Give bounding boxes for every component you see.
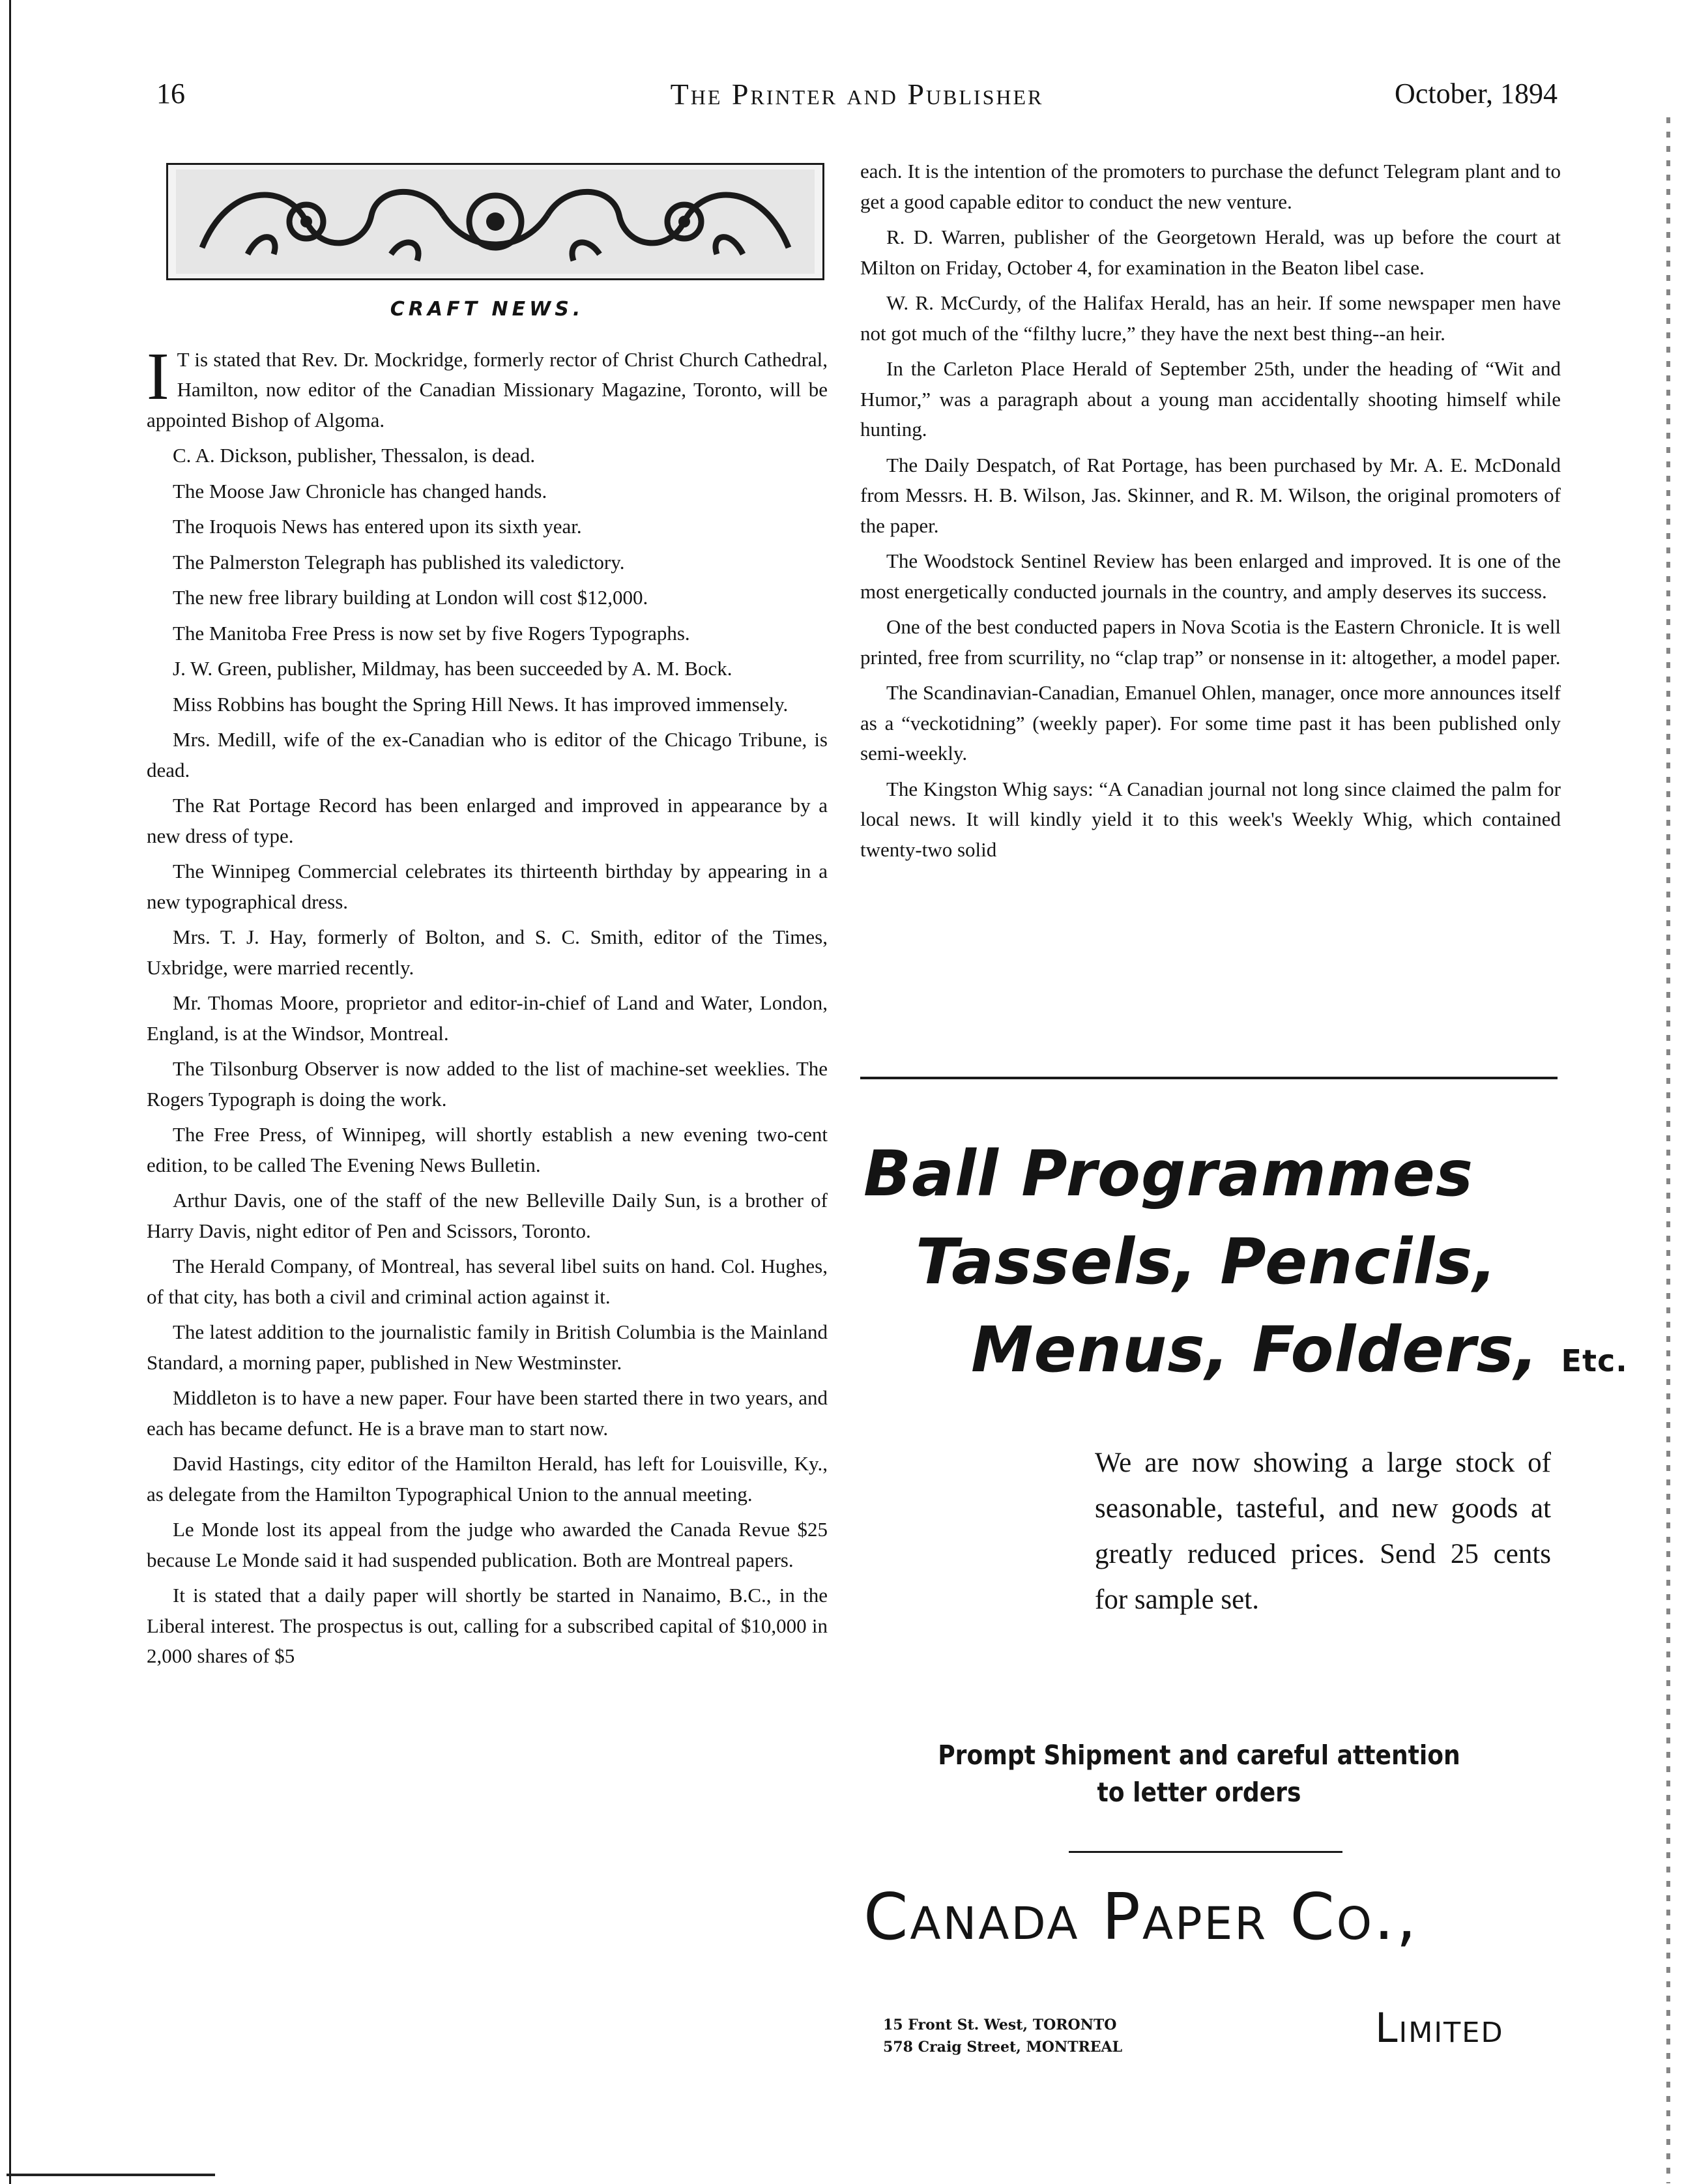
advert-headline-1: Ball Programmes	[863, 1137, 1474, 1210]
news-item: W. R. McCurdy, of the Halifax Herald, has an heir. If some newspaper men have not got much of the “filthy lucre,” they have the next best thing--an heir.	[860, 291, 1561, 345]
news-item: The latest addition to the journalistic family in British Columbia is the Mainland Standard, a morning paper, published in New Westminster.	[147, 1320, 828, 1374]
news-item: The Palmerston Telegraph has published its valedictory.	[173, 550, 625, 574]
news-item: The Moose Jaw Chronicle has changed hands.	[173, 479, 547, 502]
advert-top-rule	[860, 1077, 1558, 1079]
advert-headline-2: Tassels, Pencils,	[916, 1225, 1498, 1298]
news-item: J. W. Green, publisher, Mildmay, has been succeeded by A. M. Bock.	[173, 657, 732, 680]
company-name: Canada Paper Co.,	[863, 1880, 1419, 1955]
running-header	[156, 77, 1558, 116]
news-item: The Iroquois News has entered upon its sixth year.	[173, 515, 582, 538]
page-number: 16	[156, 78, 185, 109]
page-edge-left	[9, 0, 11, 2184]
page-edge-bottom	[7, 2174, 215, 2176]
issue-date: October, 1894	[1395, 78, 1558, 109]
drop-cap: I	[147, 338, 169, 414]
left-column	[147, 156, 828, 1677]
company-limited: Limited	[1375, 2004, 1504, 2052]
right-column	[860, 156, 1561, 870]
news-item: Middleton is to have a new paper. Four have been started there in two years, and each has became defunct. He is a brave man to start now.	[147, 1386, 828, 1440]
news-item: The Free Press, of Winnipeg, will shortly establish a new evening two-cent edition, to be called The Evening News Bulletin.	[147, 1123, 828, 1176]
advert-body: We are now showing a large stock of seasonable, tasteful, and new goods at greatly reduced prices. Send 25 cents for sample set.	[1095, 1448, 1551, 1615]
news-item: The Manitoba Free Press is now set by five Rogers Typographs.	[173, 621, 690, 645]
news-item: The Rat Portage Record has been enlarged and improved in appearance by a new dress of type.	[147, 794, 828, 847]
section-title: CRAFT NEWS.	[390, 298, 585, 321]
news-item: The Woodstock Sentinel Review has been enlarged and improved. It is one of the most energetically conducted journals in the country, and amply deserves its success.	[860, 549, 1561, 603]
news-item: It is stated that a daily paper will shortly be started in Nanaimo, B.C., in the Liberal interest. The prospectus is out, calling for a subscribed capital of $10,000 in 2,000 shares of $5	[147, 1584, 828, 1667]
news-item: The Scandinavian-Canadian, Emanuel Ohlen, manager, once more announces itself as a “veckotidning” (weekly paper). For some time past it has been published only semi-weekly.	[860, 681, 1561, 764]
news-item: The Winnipeg Commercial celebrates its thirteenth birthday by appearing in a new typographical dress.	[147, 860, 828, 913]
news-item: each. It is the intention of the promoters to purchase the defunct Telegram plant and to get a good capable editor to conduct the new venture.	[860, 160, 1561, 213]
news-item: One of the best conducted papers in Nova Scotia is the Eastern Chronicle. It is well printed, free from scurrility, no “clap trap” or nonsense in it: altogether, a model paper.	[860, 615, 1561, 669]
news-item: Le Monde lost its appeal from the judge who awarded the Canada Revue $25 because Le Monde said it had suspended publication. Both are Montreal papers.	[147, 1518, 828, 1571]
advert-divider	[1069, 1851, 1342, 1853]
news-item: The Kingston Whig says: “A Canadian journal not long since claimed the palm for local news. It will kindly yield it to this week's Weekly Whig, which contained twenty-two solid	[860, 777, 1561, 861]
news-item: In the Carleton Place Herald of September 25th, under the heading of “Wit and Humor,” was a paragraph about a young man accidentally shooting himself while hunting.	[860, 357, 1561, 441]
news-item: Mrs. Medill, wife of the ex-Canadian who is editor of the Chicago Tribune, is dead.	[147, 728, 828, 781]
advert-etc: Etc.	[1561, 1343, 1628, 1378]
address-montreal: 578 Craig Street, MONTREAL	[883, 2039, 1123, 2056]
news-item: The new free library building at London will cost $12,000.	[173, 586, 648, 609]
scroll-ornament-icon	[176, 169, 815, 274]
news-item: The Herald Company, of Montreal, has several libel suits on hand. Col. Hughes, of that city, has both a civil and criminal action against it.	[147, 1255, 828, 1308]
address-toronto: 15 Front St. West, TORONTO	[883, 2017, 1117, 2033]
advert-prompt-line-1: Prompt Shipment and careful attention	[938, 1740, 1460, 1771]
ornament-banner	[166, 163, 824, 280]
news-item: David Hastings, city editor of the Hamilton Herald, has left for Louisville, Ky., as delegate from the Hamilton Typographical Union to the annual meeting.	[147, 1452, 828, 1506]
advert-prompt-line-2: to letter orders	[1097, 1777, 1301, 1808]
news-item: I T is stated that Rev. Dr. Mockridge, formerly rector of Christ Church Cathedral, Hamilton, now editor of the Canadian Missionary Magazine, Toronto, will be appointed Bishop of Algoma.	[147, 338, 828, 431]
page-edge-right	[1666, 117, 1670, 2183]
publication-title: The Printer and Publisher	[670, 78, 1044, 111]
news-item: The Daily Despatch, of Rat Portage, has been purchased by Mr. A. E. McDonald from Messrs. H. B. Wilson, Jas. Skinner, and R. M. Wilson, the original promoters of the paper.	[860, 453, 1561, 537]
news-item: The Tilsonburg Observer is now added to the list of machine-set weeklies. The Rogers Typograph is doing the work.	[147, 1057, 828, 1111]
advert-headline-3: Menus, Folders, Etc.	[971, 1313, 1628, 1386]
news-item: C. A. Dickson, publisher, Thessalon, is dead.	[173, 444, 536, 467]
news-item: R. D. Warren, publisher of the Georgetown Herald, was up before the court at Milton on Friday, October 4, for examination in the Beaton libel case.	[860, 226, 1561, 279]
company-address	[883, 2014, 1122, 2058]
news-item: Mr. Thomas Moore, proprietor and editor-in-chief of Land and Water, London, England, is at the Windsor, Montreal.	[147, 991, 828, 1045]
news-item: Mrs. T. J. Hay, formerly of Bolton, and S. C. Smith, editor of the Times, Uxbridge, were married recently.	[147, 925, 828, 979]
news-item: Miss Robbins has bought the Spring Hill News. It has improved immensely.	[173, 692, 789, 716]
news-item: Arthur Davis, one of the staff of the new Belleville Daily Sun, is a brother of Harry Davis, night editor of Pen and Scissors, Toronto.	[147, 1189, 828, 1242]
